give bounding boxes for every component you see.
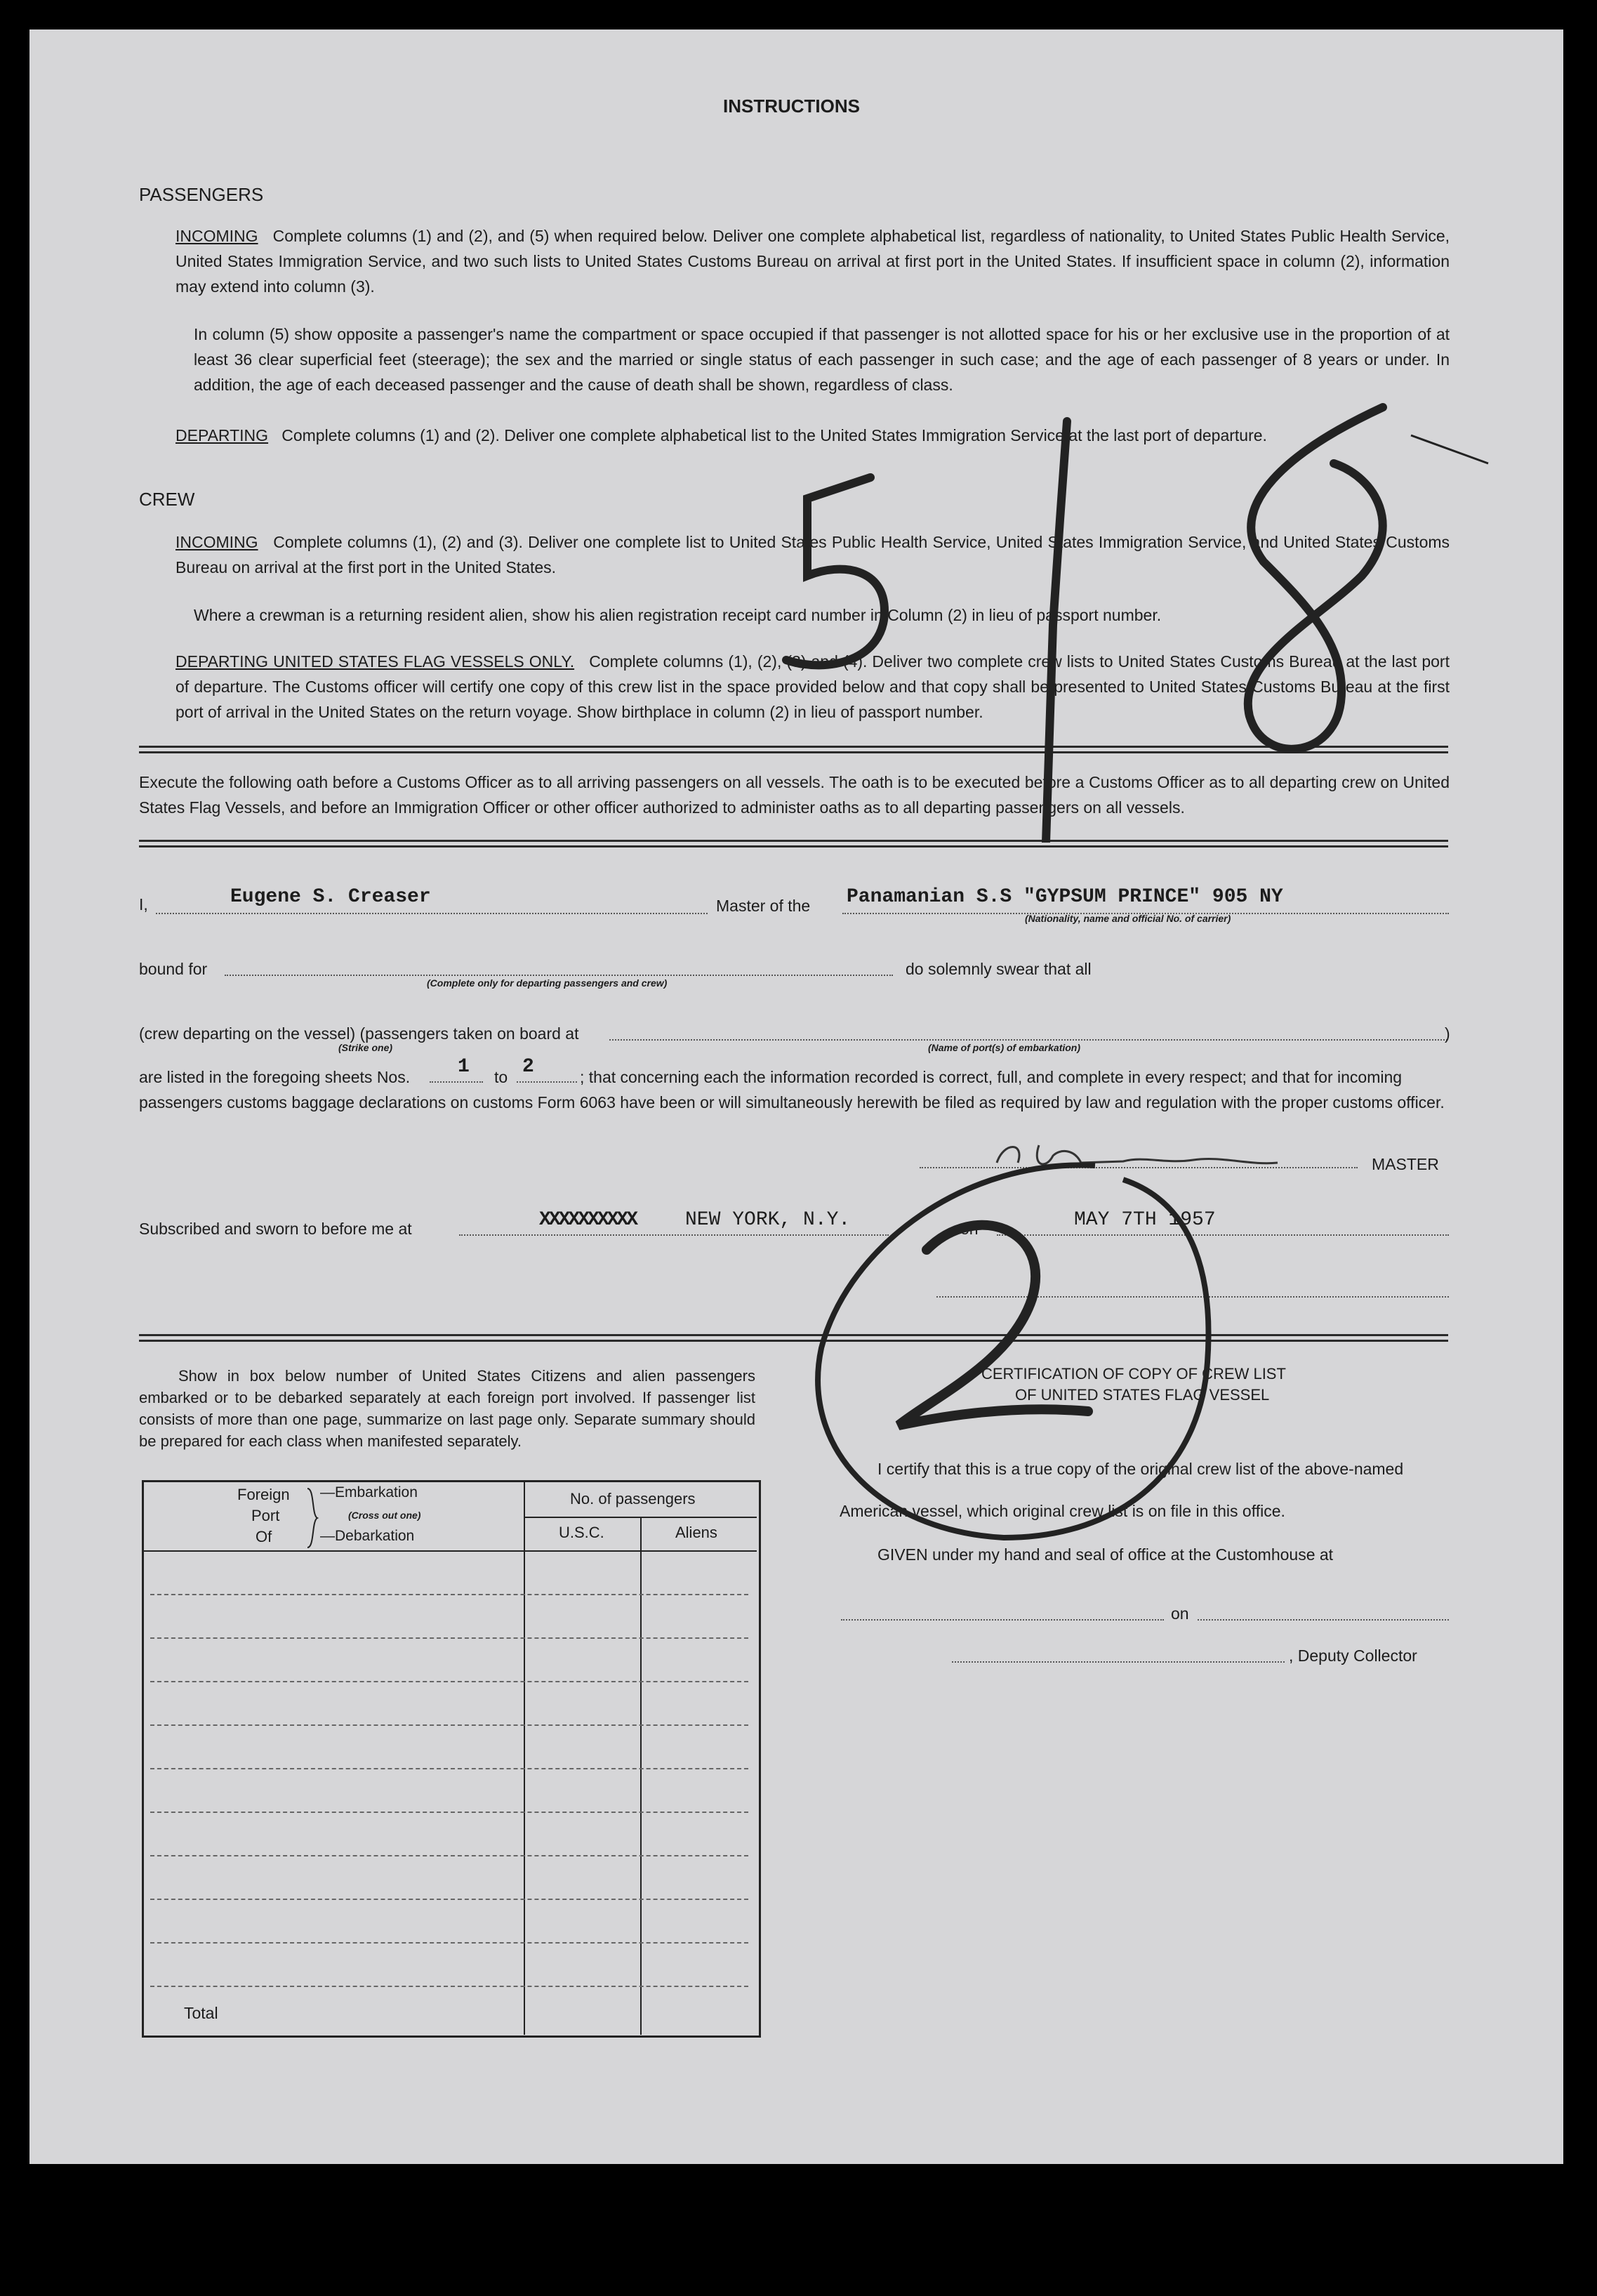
ports-caption: (Name of port(s) of embarkation)	[928, 1042, 1081, 1053]
passengers-departing-label: DEPARTING	[175, 426, 269, 444]
passengers-departing-text: Complete columns (1) and (2). Deliver one complete alphabetical list to the United States Immigration Service at the last port of departure.	[281, 426, 1267, 444]
passengers-heading: PASSENGERS	[139, 184, 264, 205]
handwritten-number-mark	[730, 393, 1502, 843]
embarkation-label: —Embarkation	[320, 1484, 418, 1500]
embarkation-close: )	[1445, 1024, 1450, 1043]
aliens-header: Aliens	[675, 1524, 717, 1541]
certification-title-1: CERTIFICATION OF COPY OF CREW LIST	[981, 1365, 1286, 1383]
table-row	[150, 1986, 748, 1987]
oath-i-label: I,	[139, 895, 148, 913]
bound-for-caption: (Complete only for departing passengers and crew)	[427, 977, 668, 989]
sworn-date: MAY 7TH 1957	[1074, 1209, 1216, 1231]
swear-label: do solemnly swear that all	[906, 960, 1092, 978]
customhouse-line	[841, 1619, 1164, 1621]
certification-date-line	[1198, 1619, 1449, 1621]
table-row	[150, 1899, 748, 1900]
passengers-column5-paragraph: In column (5) show opposite a passenger's name the compartment or space occupied if that passenger is not allotted space for his or her exclusive use in the proportion of at least 36 clear superficial feet (steerage); the sex and the married or single status of each passenger in such case; and the age of each passenger of 8 years or under. In addition, the age of each deceased passenger and the cause of death shall be shown, regardless of class.	[194, 325, 1450, 394]
crew-incoming-label: INCOMING	[175, 533, 258, 551]
certification-title-2: OF UNITED STATES FLAG VESSEL	[1015, 1386, 1270, 1404]
master-name: Eugene S. Creaser	[230, 886, 431, 908]
given-text: GIVEN under my hand and seal of office at the Customhouse at	[877, 1545, 1334, 1564]
table-header-divider	[143, 1550, 757, 1552]
passenger-summary-table	[142, 1480, 761, 2038]
to-label: to	[494, 1068, 508, 1086]
certify-text-2: American vessel, which original crew list is on file in this office.	[840, 1502, 1285, 1520]
listed-text: ; that concerning each the information recorded is correct, full, and complete in every respect; and that for incoming	[580, 1068, 1403, 1086]
brace-icon	[305, 1487, 320, 1549]
master-label: MASTER	[1372, 1155, 1439, 1173]
crew-heading: CREW	[139, 489, 195, 510]
sworn-place-struck: XXXXXXXXXX	[539, 1209, 637, 1231]
sheet-to-line	[517, 1081, 577, 1083]
table-row	[150, 1812, 748, 1813]
crew-passengers-line: (crew departing on the vessel) (passengers taken on board at	[139, 1024, 579, 1043]
crew-departing-text: Complete columns (1), (2), (3) and (4). Deliver two complete crew lists to United States Customs Bureau at the last port of departure. The Customs officer will certify one copy of this crew list in the space provided below and that copy shall be presented to United States Customs Bureau at the first port of arrival in the United States on the return voyage. Show birthplace in column (2) in lieu of passport number.	[175, 652, 1450, 721]
sheet-from-line	[430, 1081, 483, 1083]
sheet-from: 1	[458, 1056, 470, 1078]
sworn-label: Subscribed and sworn to before me at	[139, 1220, 412, 1238]
total-label: Total	[184, 2004, 218, 2022]
table-row	[150, 1681, 748, 1682]
foreign-label: Foreign	[237, 1486, 290, 1503]
master-name-line	[156, 913, 708, 914]
crew-departing-label: DEPARTING UNITED STATES FLAG VESSELS ONLY.	[175, 652, 575, 671]
port-label: Port	[251, 1507, 280, 1524]
of-label: Of	[256, 1528, 272, 1545]
cross-out-caption: (Cross out one)	[348, 1510, 421, 1521]
certification-on-label: on	[1171, 1604, 1189, 1623]
crew-incoming-text: Complete columns (1), (2) and (3). Deliver one complete list to United States Public Health Service, United States Immigration Service, and United States Customs Bureau on arrival at the first port in the United States.	[175, 533, 1450, 576]
passengers-incoming-text: Complete columns (1) and (2), and (5) when required below. Deliver one complete alphabetical list, regardless of nationality, to United States Public Health Service, United States Immigration Service, and two such lists to United States Customs Bureau on arrival at first port in the United States. If insufficient space in column (2), information may extend into column (3).	[175, 227, 1450, 296]
page-title: INSTRUCTIONS	[723, 95, 860, 117]
table-header-divider	[524, 1517, 757, 1518]
master-of-label: Master of the	[716, 897, 811, 915]
embarkation-line	[609, 1039, 1447, 1041]
circled-number-mark	[793, 1137, 1228, 1559]
deputy-signature-line	[952, 1661, 1285, 1663]
vessel-name: Panamanian S.S "GYPSUM PRINCE" 905 NY	[847, 886, 1283, 908]
divider	[139, 845, 1448, 847]
table-row	[150, 1942, 748, 1944]
crew-resident-paragraph: Where a crewman is a returning resident alien, show his alien registration receipt card number in Column (2) in lieu of passport number.	[194, 606, 1162, 624]
debarkation-label: —Debarkation	[320, 1528, 415, 1544]
table-column-divider	[524, 1482, 525, 2035]
table-row	[150, 1724, 748, 1726]
listed-label: are listed in the foregoing sheets Nos.	[139, 1068, 411, 1086]
table-row	[150, 1637, 748, 1639]
sheet-to: 2	[522, 1056, 534, 1078]
passengers-incoming-paragraph	[175, 223, 1450, 299]
deputy-collector-label: , Deputy Collector	[1289, 1647, 1417, 1665]
strike-caption: (Strike one)	[338, 1042, 393, 1053]
listed-text-continued: passengers customs baggage declarations on customs Form 6063 have been or will simultaneously herewith be filed as required by law and regulation with the proper customs officer.	[139, 1093, 1445, 1111]
no-passengers-header: No. of passengers	[570, 1490, 696, 1507]
table-row	[150, 1594, 748, 1595]
oath-intro: Execute the following oath before a Customs Officer as to all arriving passengers on all vessels. The oath is to be executed before a Customs Officer as to all departing crew on United States Flag Vessels, and before an Immigration Officer or other officer authorized to administer oaths as to all departing passengers on all vessels.	[139, 773, 1450, 817]
vessel-caption: (Nationality, name and official No. of carrier)	[1025, 913, 1231, 924]
bound-for-line	[225, 975, 893, 976]
sworn-place: NEW YORK, N.Y.	[685, 1209, 851, 1231]
summary-instructions: Show in box below number of United States Citizens and alien passengers embarked or to be debarked separately at each foreign port involved. If passenger list consists of more than one page, summarize on last page only. Separate summary should be prepared for each class when manifested separately.	[139, 1367, 755, 1450]
bound-for-label: bound for	[139, 960, 208, 978]
sworn-on-label: on	[960, 1220, 979, 1238]
passengers-incoming-label: INCOMING	[175, 227, 258, 245]
usc-header: U.S.C.	[559, 1524, 604, 1541]
certify-text-1: I certify that this is a true copy of the original crew list of the above-named	[877, 1460, 1404, 1478]
table-row	[150, 1855, 748, 1856]
table-row	[150, 1768, 748, 1769]
